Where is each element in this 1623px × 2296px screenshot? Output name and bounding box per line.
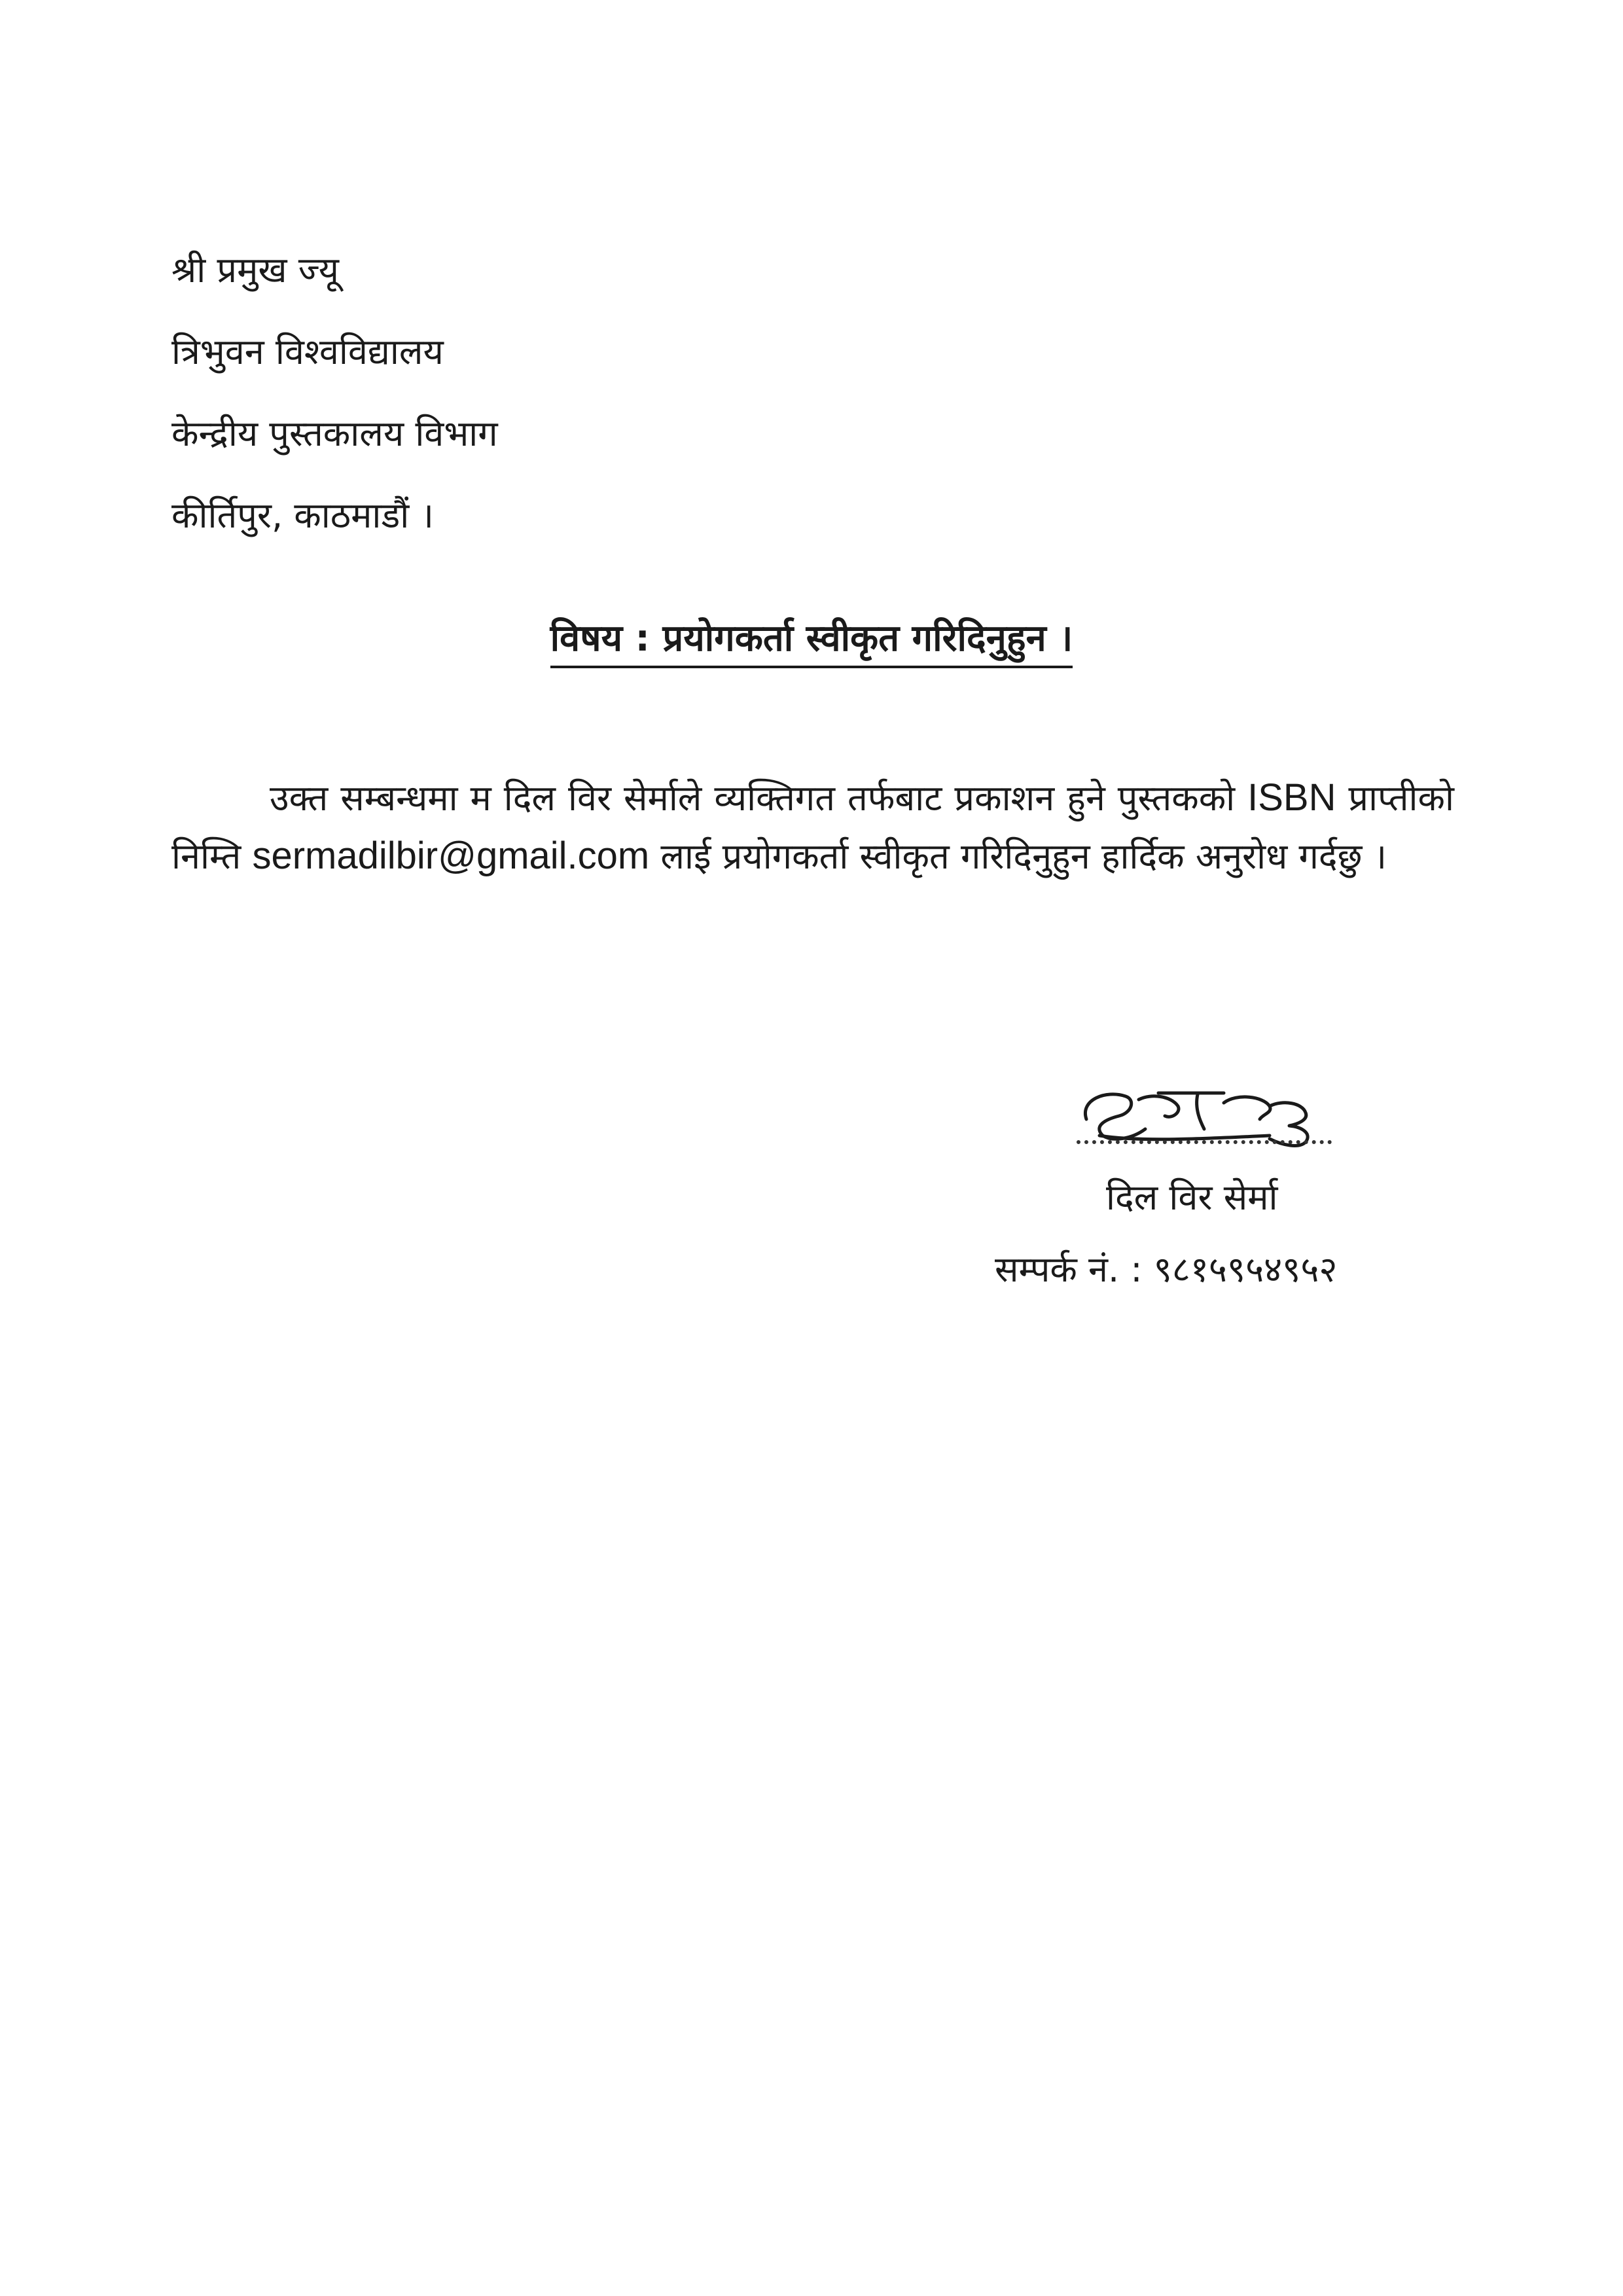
address-line-4: कीर्तिपुर, काठमाडौं । [171, 495, 434, 536]
letter-body [171, 769, 1454, 886]
body-text-2: प्राप्तीको निम्ति [171, 778, 1454, 877]
address-line-2: त्रिभुवन विश्वविद्यालय [171, 331, 444, 372]
contact-number: सम्पर्क नं. : ९८१५९५४९५२ [995, 1249, 1338, 1290]
subject-text: विषय : प्रयोगकर्ता स्वीकृत गरिदिनुहुन । [550, 612, 1073, 668]
address-line-1: श्री प्रमुख ज्यू [171, 249, 339, 291]
signer-name: दिल विर सेर्मा [1106, 1177, 1278, 1218]
signature-image [1073, 1073, 1348, 1158]
isbn-text: ISBN [1247, 776, 1336, 819]
address-line-3: केन्द्रीय पुस्तकालय विभाग [171, 413, 498, 454]
email-text: sermadilbir@gmail.com [252, 834, 650, 877]
subject-line [0, 612, 1623, 668]
body-text-3: लाई प्रयोगकर्ता स्वीकृत गरिदिनुहुन हार्दिक अनुरोध गर्दछु । [649, 836, 1387, 877]
signature-dotted-line [1077, 1121, 1332, 1144]
body-text-1: उक्त सम्बन्धमा म दिल विर सेर्माले व्यक्तिगत तर्फबाट प्रकाशन हुने पुस्तकको [270, 778, 1248, 819]
recipient-address [171, 229, 498, 556]
